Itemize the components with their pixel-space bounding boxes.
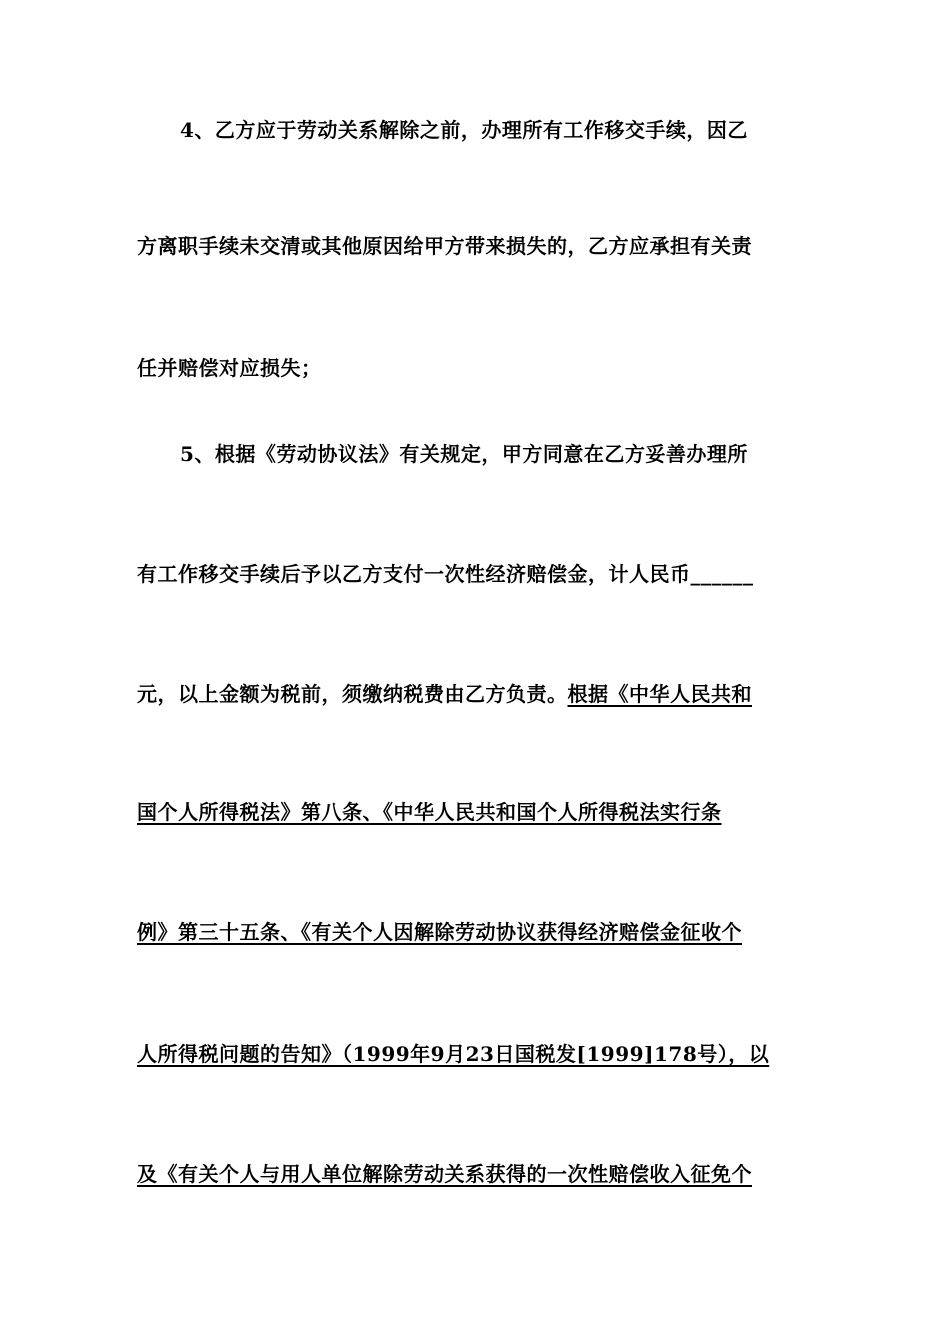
paragraph-4-line-2: 方离职手续未交清或其他原因给甲方带来损失的，乙方应承担有关责 <box>137 234 752 258</box>
paragraph-5-line-2: 有工作移交手续后予以乙方支付一次性经济赔偿金，计人民币______ <box>137 562 754 586</box>
paragraph-5-line-3-underlined: 根据《中华人民共和 <box>567 682 752 706</box>
paragraph-5-line-3 <box>137 680 752 708</box>
paragraph-5-line-1: 5、根据《劳动协议法》有关规定，甲方同意在乙方妥善办理所 <box>180 442 748 466</box>
paragraph-4-line-3: 任并赔偿对应损失； <box>137 356 322 380</box>
paragraph-5-line-5: 例》第三十五条、《有关个人因解除劳动协议获得经济赔偿金征收个 <box>137 920 742 944</box>
paragraph-5-line-7: 及《有关个人与用人单位解除劳动关系获得的一次性赔偿收入征免个 <box>137 1162 752 1186</box>
paragraph-5-line-3-plain: 元，以上金额为税前，须缴纳税费由乙方负责。 <box>137 682 568 706</box>
paragraph-5-line-4: 国个人所得税法》第八条、《中华人民共和国个人所得税法实行条 <box>137 800 722 824</box>
paragraph-4-line-1: 4、乙方应于劳动关系解除之前，办理所有工作移交手续，因乙 <box>180 118 748 142</box>
paragraph-5-line-6: 人所得税问题的告知》（1999年9月23日国税发[1999]178号），以 <box>137 1042 770 1066</box>
